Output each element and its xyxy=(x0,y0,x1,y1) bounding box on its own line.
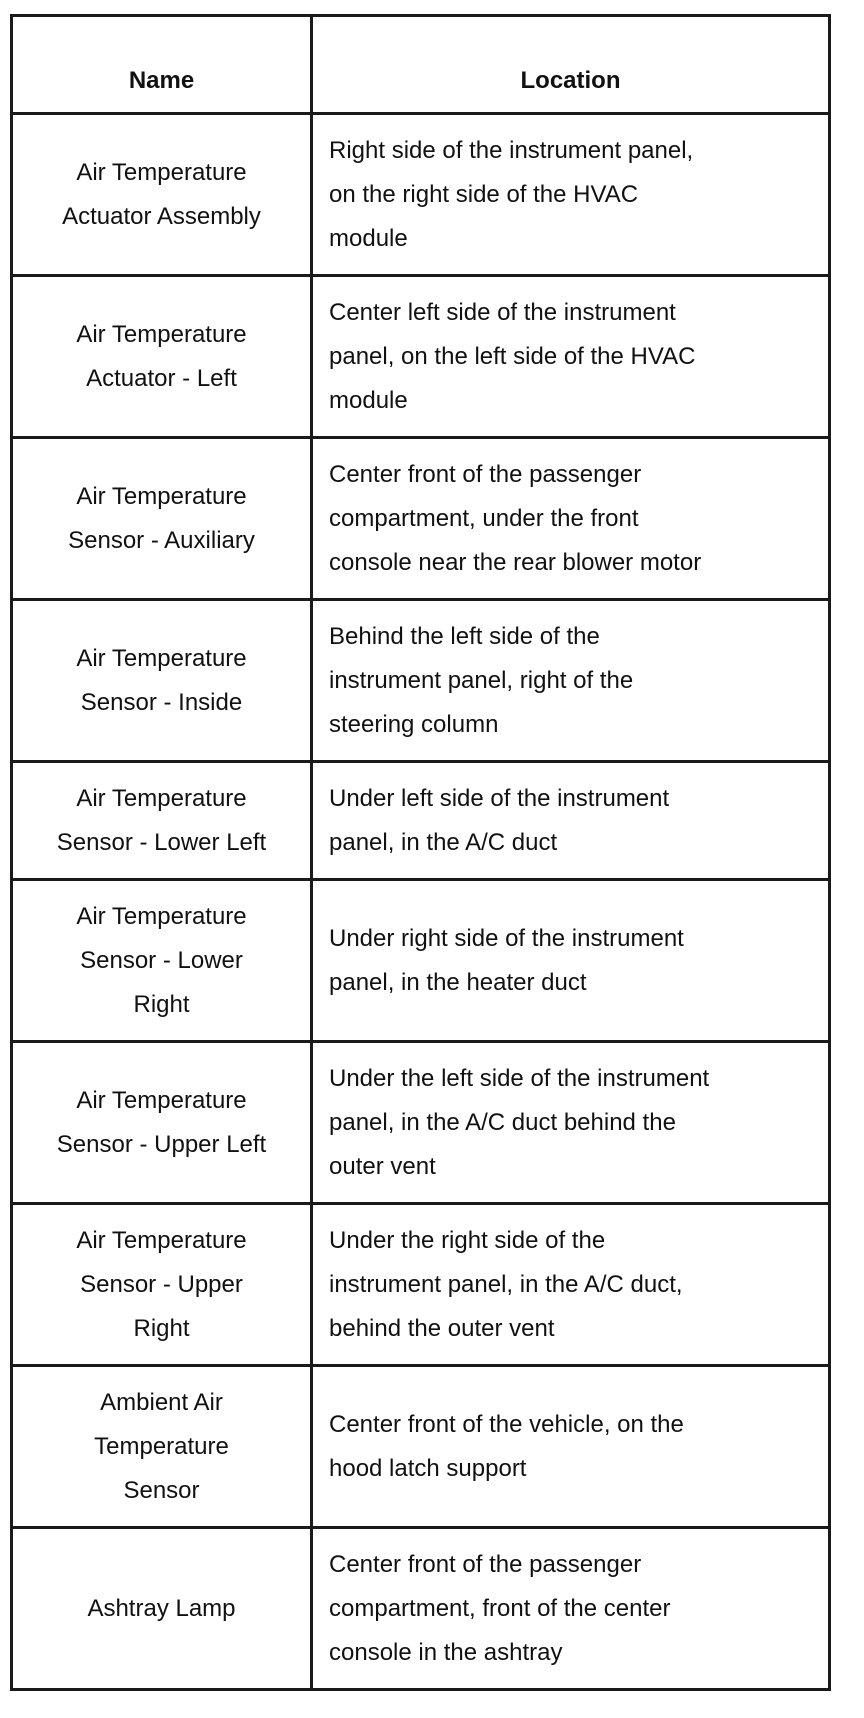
component-location-cell xyxy=(312,880,830,1042)
component-name: Air Temperature Sensor - Auxiliary xyxy=(68,482,255,554)
component-name: Air Temperature Sensor - Inside xyxy=(76,644,247,716)
component-location-cell xyxy=(312,762,830,880)
component-name: Air Temperature Actuator Assembly xyxy=(62,158,261,230)
component-name: Air Temperature Sensor - Upper Left xyxy=(56,1086,267,1158)
component-name: Air Temperature Actuator - Left xyxy=(76,320,247,392)
component-location: Under right side of the instrument panel, in the heater duct xyxy=(329,924,684,996)
component-name: Ashtray Lamp xyxy=(87,1594,236,1622)
component-location-cell xyxy=(312,276,830,438)
component-name-cell xyxy=(12,276,312,438)
component-name-cell xyxy=(12,114,312,276)
component-location: Under the right side of the instrument panel, in the A/C duct, behind the outer vent xyxy=(329,1226,683,1342)
table-row xyxy=(12,276,830,438)
component-location-cell xyxy=(312,1528,830,1690)
table-row xyxy=(12,1528,830,1690)
table-row xyxy=(12,600,830,762)
component-location: Center front of the vehicle, on the hood latch support xyxy=(329,1410,684,1482)
component-name-cell xyxy=(12,880,312,1042)
component-name-cell xyxy=(12,1042,312,1204)
table-row xyxy=(12,438,830,600)
component-location-cell xyxy=(312,114,830,276)
component-location: Under the left side of the instrument panel, in the A/C duct behind the outer vent xyxy=(329,1064,710,1180)
component-location: Under left side of the instrument panel, in the A/C duct xyxy=(329,784,670,856)
component-location-cell xyxy=(312,438,830,600)
table-row xyxy=(12,1042,830,1204)
component-name-cell xyxy=(12,762,312,880)
column-header-name: Name xyxy=(12,16,312,114)
component-location-cell xyxy=(312,1042,830,1204)
component-name-cell xyxy=(12,1204,312,1366)
component-name-cell xyxy=(12,1528,312,1690)
component-name-cell xyxy=(12,438,312,600)
component-name-cell xyxy=(12,600,312,762)
component-location: Center front of the passenger compartment, under the front console near the rear blower motor xyxy=(329,460,702,576)
component-location-cell xyxy=(312,1366,830,1528)
column-header-location: Location xyxy=(312,16,830,114)
table-row xyxy=(12,880,830,1042)
component-name: Air Temperature Sensor - Upper Right xyxy=(76,1226,247,1342)
component-location-table xyxy=(10,14,831,1691)
component-location: Center front of the passenger compartment, front of the center console in the ashtray xyxy=(329,1550,671,1666)
table-row xyxy=(12,762,830,880)
component-location-cell xyxy=(312,600,830,762)
component-name: Air Temperature Sensor - Lower Left xyxy=(56,784,267,856)
component-name: Air Temperature Sensor - Lower Right xyxy=(76,902,247,1018)
component-name: Ambient Air Temperature Sensor xyxy=(94,1388,229,1504)
component-location-cell xyxy=(312,1204,830,1366)
table-header-row xyxy=(12,16,830,114)
component-name-cell xyxy=(12,1366,312,1528)
table-row xyxy=(12,1204,830,1366)
table-row xyxy=(12,1366,830,1528)
component-location: Right side of the instrument panel, on the right side of the HVAC module xyxy=(329,136,694,252)
table-row xyxy=(12,114,830,276)
component-location: Behind the left side of the instrument panel, right of the steering column xyxy=(329,622,634,738)
component-location: Center left side of the instrument panel, on the left side of the HVAC module xyxy=(329,298,696,414)
